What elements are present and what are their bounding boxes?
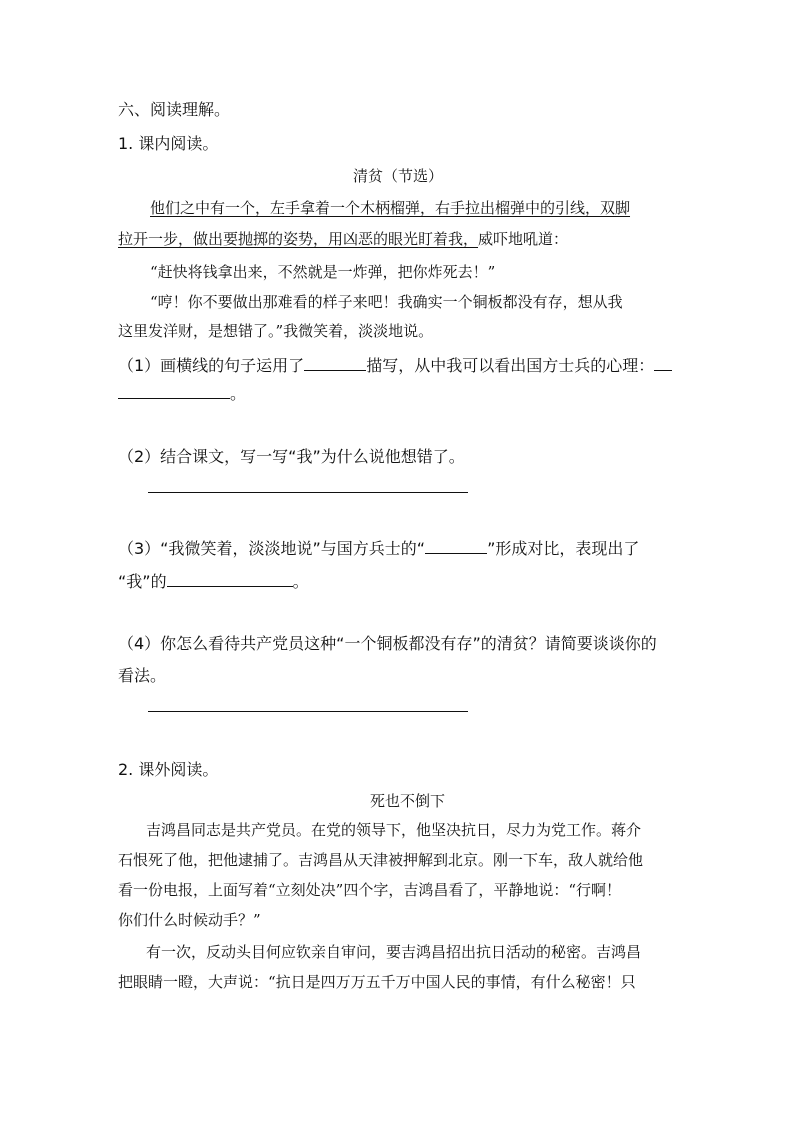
- q1-label: 1. 课内阅读。: [118, 134, 219, 153]
- q1-sub3-blank-1[interactable]: [425, 539, 487, 554]
- q1-sub1-blank-2a[interactable]: [654, 356, 672, 371]
- section-heading: 六、阅读理解。: [118, 100, 231, 119]
- q1-para1-line1: 他们之中有一个，左手拿着一个木柄榴弹，右手拉出榴弹中的引线，双脚: [150, 199, 631, 217]
- q1-para1-line2-rest: 威吓地吼道：: [478, 230, 569, 248]
- q2-passage-title: 死也不倒下: [370, 792, 446, 810]
- q1-sub1-end: 。: [230, 384, 247, 403]
- q1-sub3-end: 。: [292, 572, 309, 591]
- q1-para1-line2-underlined: 拉开一步，做出要抛掷的姿势，用凶恶的眼光盯着我，: [118, 230, 479, 248]
- q1-passage-title: 清贫（节选）: [353, 167, 444, 185]
- q1-sub1-text-b: 描写，从中我可以看出国方士兵的心理：: [366, 356, 655, 375]
- q1-para2: “赶快将钱拿出来，不然就是一炸弹，把你炸死去！”: [150, 263, 496, 281]
- q1-sub1-blank-1[interactable]: [304, 356, 366, 371]
- q1-sub4-line1: （4）你怎么看待共产党员这种“一个铜板都没有存”的清贫？请简要谈谈你的: [118, 634, 657, 653]
- q1-sub3-text-b: ”形成对比，表现出了: [487, 539, 640, 558]
- q1-para3-line2: 这里发洋财，是想错了。”我微笑着，淡淡地说。: [118, 322, 434, 340]
- q1-sub1-line1: [118, 356, 672, 376]
- q1-sub1-text-a: （1）画横线的句子运用了: [118, 356, 305, 375]
- q1-sub4-answer-line[interactable]: [148, 711, 468, 712]
- q1-para1-line2: [118, 229, 568, 249]
- q2-p1-line2: 石恨死了他，把他逮捕了。吉鸿昌从天津被押解到北京。刚一下车，敌人就给他: [118, 851, 644, 869]
- q1-sub2-answer-line[interactable]: [148, 492, 468, 493]
- q1-sub3-text-a: （3）“我微笑着，淡淡地说”与国方兵士的“: [118, 539, 426, 558]
- q1-sub4-line2: 看法。: [118, 666, 167, 685]
- q2-p2-line2: 把眼睛一瞪，大声说：“抗日是四万万五千万中国人民的事情，有什么秘密！只: [118, 973, 636, 991]
- q1-para3-line1: “哼！你不要做出那难看的样子来吧！我确实一个铜板都没有存，想从我: [150, 293, 623, 311]
- q1-sub3-text-c: “我”的: [118, 572, 167, 591]
- q1-sub3-blank-2[interactable]: [167, 572, 293, 587]
- q1-sub3-line2: [118, 572, 309, 592]
- q1-sub1-line2: [118, 384, 246, 404]
- q1-sub1-blank-2b[interactable]: [118, 384, 230, 399]
- q2-p1-line3: 看一份电报，上面写着“立刻处决”四个字，吉鸿昌看了，平静地说：“行啊！: [118, 881, 622, 899]
- q2-label: 2. 课外阅读。: [118, 760, 219, 779]
- q1-sub2: （2）结合课文，写一写“我”为什么说他想错了。: [118, 447, 465, 466]
- q2-p1-line4: 你们什么时候动手？”: [118, 911, 261, 929]
- q2-p1-line1: 吉鸿昌同志是共产党员。在党的领导下，他坚决抗日，尽力为党工作。蒋介: [146, 821, 642, 839]
- q2-p2-line1: 有一次，反动头目何应钦亲自审问，要吉鸿昌招出抗日活动的秘密。吉鸿昌: [146, 943, 642, 961]
- q1-sub3-line1: [118, 539, 639, 559]
